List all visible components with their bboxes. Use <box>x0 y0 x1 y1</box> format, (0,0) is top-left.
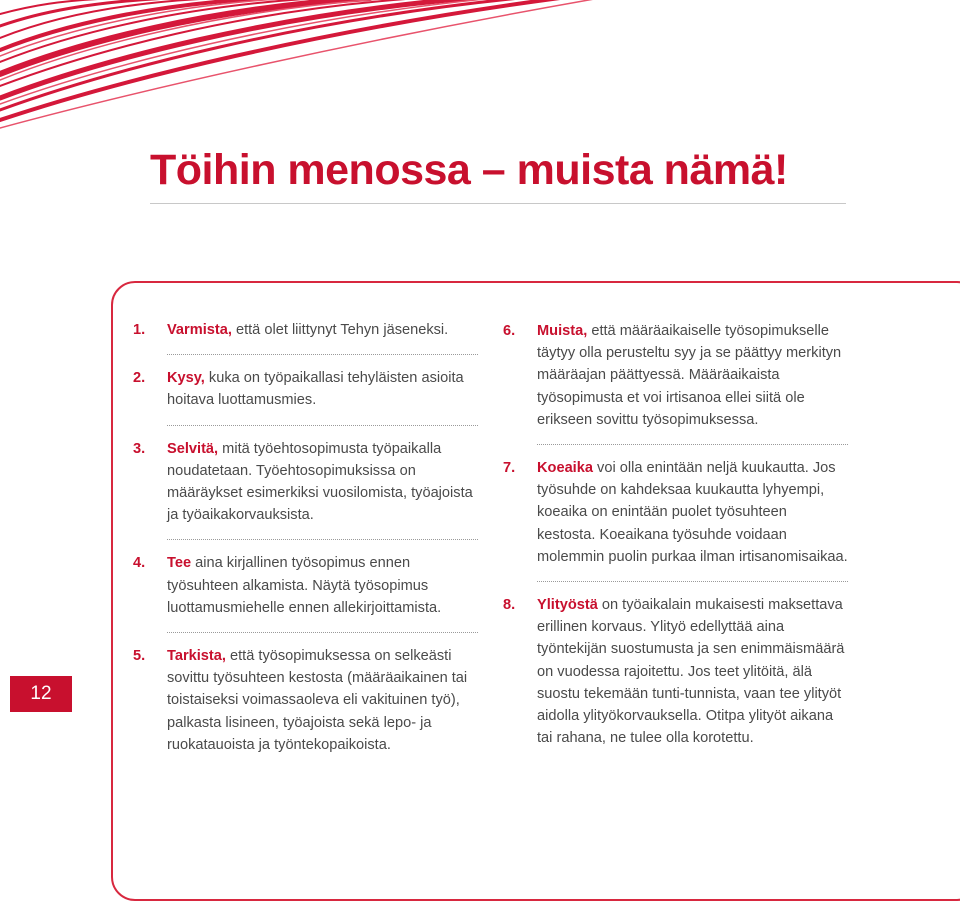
item-text: kuka on työpaikallasi tehyläisten asioita hoitava luottamusmies. <box>167 370 464 409</box>
left-column <box>133 319 478 756</box>
list-item <box>133 552 478 619</box>
item-keyword: Koeaika <box>537 460 593 477</box>
title-divider <box>150 203 846 204</box>
item-number: 3. <box>133 440 146 457</box>
item-keyword: Kysy, <box>167 370 205 387</box>
item-keyword: Ylityöstä <box>537 597 598 614</box>
item-text: on työaikalain mukaisesti maksettava erillinen korvaus. Ylityö edellyttää aina työntekijän suostumusta ja sen enimmäismäärä on vuodessa rajoitettu. Jos teet ylitöitä, älä suostu tekemään tunti-tunnista, vaan tee ylityöt aidolla ylityökorvauksella. Otitpa ylityöt aikana tai rahana, ne tulee olla korotettu. <box>537 597 845 747</box>
list-item <box>133 645 478 756</box>
page-number: 12 <box>10 676 72 712</box>
page-title: Töihin menossa – muista nämä! <box>150 146 788 194</box>
list-item <box>503 320 848 431</box>
item-number: 4. <box>133 555 146 572</box>
item-text: että määräaikaiselle työsopimukselle täytyy olla perusteltu syy ja se päättyy merkityn määräajan päättyessä. Määräaikaista työsopimusta et voi irtisanoa ellei siitä ole erikseen sovittu työsopimuksessa. <box>537 323 842 428</box>
item-keyword: Selvitä, <box>167 440 219 457</box>
item-divider <box>537 444 848 445</box>
item-text: aina kirjallinen työsopimus ennen työsuhteen alkamista. Näytä työsopimus luottamusmiehelle ennen allekirjoittamista. <box>167 555 442 616</box>
item-number: 7. <box>503 460 516 477</box>
swoosh-line <box>0 0 120 14</box>
list-item <box>133 367 478 411</box>
list-item <box>503 457 848 568</box>
list-item <box>133 438 478 527</box>
item-keyword: Muista, <box>537 323 588 339</box>
item-divider <box>167 425 478 426</box>
item-text: voi olla enintään neljä kuukautta. Jos työsuhde on kahdeksaa kuukautta lyhyempi, koeaika on enintään puolet työsuhteen kestosta. Koeaikana työsuhde voidaan molemmin puolin purkaa ilman irtisanomisaikaa. <box>537 460 848 565</box>
item-text: että olet liittynyt Tehyn jäseneksi. <box>231 322 449 338</box>
item-text: että työsopimuksessa on selkeästi sovittu työsuhteen kestosta (määräaikainen tai toistaiseksi voimassaoleva eli vakituinen työ), palkasta lisineen, työajoista sekä lepo- ja ruokatauoista ja työntekopaikoista. <box>167 648 468 753</box>
item-divider <box>167 539 478 540</box>
right-column <box>503 320 848 749</box>
item-divider <box>537 581 848 582</box>
item-divider <box>167 354 478 355</box>
item-divider <box>167 632 478 633</box>
item-keyword: Varmista, <box>167 322 232 338</box>
item-number: 8. <box>503 597 516 614</box>
item-number: 6. <box>503 323 516 339</box>
decorative-swoosh <box>0 0 960 130</box>
list-item <box>133 319 478 341</box>
item-number: 5. <box>133 648 146 665</box>
item-number: 2. <box>133 370 146 387</box>
item-keyword: Tarkista, <box>167 648 226 665</box>
item-keyword: Tee <box>167 555 192 572</box>
item-number: 1. <box>133 322 146 338</box>
item-text: mitä työehtosopimusta työpaikalla noudatetaan. Työehtosopimuksissa on määräykset esimerkiksi vuosilomista, työajoista ja työaikakorvauksista. <box>167 440 473 524</box>
list-item <box>503 594 848 749</box>
